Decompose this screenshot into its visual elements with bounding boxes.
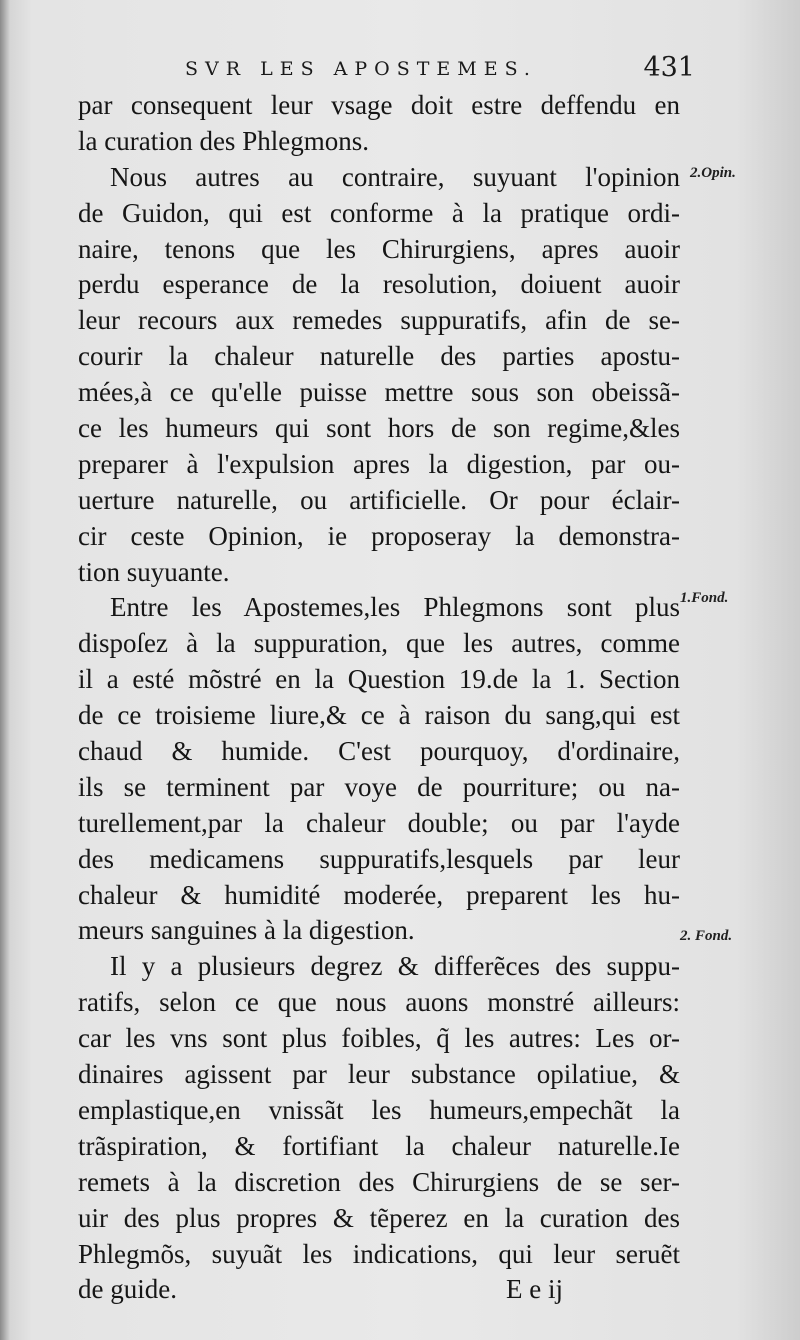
body-text bbox=[78, 88, 680, 1308]
text-line: par consequent leur vsage doit estre deffendu en bbox=[78, 90, 680, 120]
text-line: la curation des Phlegmons. bbox=[78, 125, 369, 156]
page-number: 431 bbox=[643, 52, 695, 83]
binding-shadow bbox=[0, 0, 10, 1340]
running-title: SVR LES APOSTEMES. bbox=[185, 58, 537, 80]
text-line: uerture naturelle, ou artificielle. Or pour éclair- bbox=[78, 484, 680, 515]
text-line: de guide. bbox=[78, 1274, 177, 1305]
text-line: de Guidon, qui est conforme à la pratique ordi- bbox=[78, 197, 680, 228]
text-line: ce les humeurs qui sont hors de son regime,&les bbox=[78, 413, 680, 444]
text-line: chaleur & humidité moderée, preparent les hu- bbox=[78, 879, 680, 910]
text-line: uir des plus propres & tẽperez en la curation des bbox=[78, 1202, 680, 1233]
text-line-with-signature bbox=[78, 1272, 680, 1308]
text-line: de ce troisieme liure,& ce à raison du sang,qui est bbox=[78, 700, 680, 731]
text-line: tion suyuante. bbox=[78, 556, 230, 587]
text-line: Phlegmõs, suyuãt les indications, qui leur seruẽt bbox=[78, 1238, 680, 1269]
text-line: chaud & humide. C'est pourquoy, d'ordinaire, bbox=[78, 736, 680, 767]
text-line: Nous autres au contraire, suyuant l'opinion bbox=[110, 161, 680, 192]
text-line: ils se terminent par voye de pourriture; ou na- bbox=[78, 771, 680, 802]
signature-mark: E e ij bbox=[506, 1274, 563, 1305]
text-line: il a esté mõstré en la Question 19.de la 1. Section bbox=[78, 664, 680, 695]
text-line: Il y a plusieurs degrez & differẽces des suppu- bbox=[110, 951, 680, 982]
text-line: ratifs, selon ce que nous auons monstré ailleurs: bbox=[78, 987, 680, 1018]
running-head bbox=[185, 52, 695, 88]
margin-note-foundation-1: 1.Fond. bbox=[680, 590, 729, 606]
text-line: mées,à ce qu'elle puisse mettre sous son obeissã- bbox=[78, 377, 680, 408]
text-line: turellement,par la chaleur double; ou par l'ayde bbox=[78, 807, 680, 838]
text-line: meurs sanguines à la digestion. bbox=[78, 915, 415, 946]
text-line: dispoſez à la suppuration, que les autres, comme bbox=[78, 628, 680, 659]
text-line: remets à la discretion des Chirurgiens de se ser- bbox=[78, 1166, 680, 1197]
text-line: cir ceste Opinion, ie proposeray la demonstra- bbox=[78, 520, 680, 551]
margin-note-foundation-2: 2. Fond. bbox=[680, 928, 733, 944]
text-line: Entre les Apostemes,les Phlegmons sont plus bbox=[110, 592, 680, 623]
text-line: emplastique,en vnissãt les humeurs,empechãt la bbox=[78, 1094, 680, 1125]
text-line: preparer à l'expulsion apres la digestion, par ou- bbox=[78, 448, 680, 479]
text-line: naire, tenons que les Chirurgiens, apres auoir bbox=[78, 233, 680, 264]
text-line: car les vns sont plus foibles, q̃ les autres: Les or- bbox=[78, 1023, 680, 1054]
text-line: dinaires agissent par leur substance opilatiue, & bbox=[78, 1059, 680, 1090]
text-line: courir la chaleur naturelle des parties apostu- bbox=[78, 341, 680, 372]
text-line: leur recours aux remedes suppuratifs, afin de se- bbox=[78, 305, 680, 336]
text-line: des medicamens suppuratifs,lesquels par leur bbox=[78, 843, 680, 874]
margin-note-opinion: 2.Opin. bbox=[690, 165, 736, 181]
text-line: trãspiration, & fortifiant la chaleur naturelle.Ie bbox=[78, 1130, 680, 1161]
text-line: perdu esperance de la resolution, doiuent auoir bbox=[78, 269, 680, 300]
